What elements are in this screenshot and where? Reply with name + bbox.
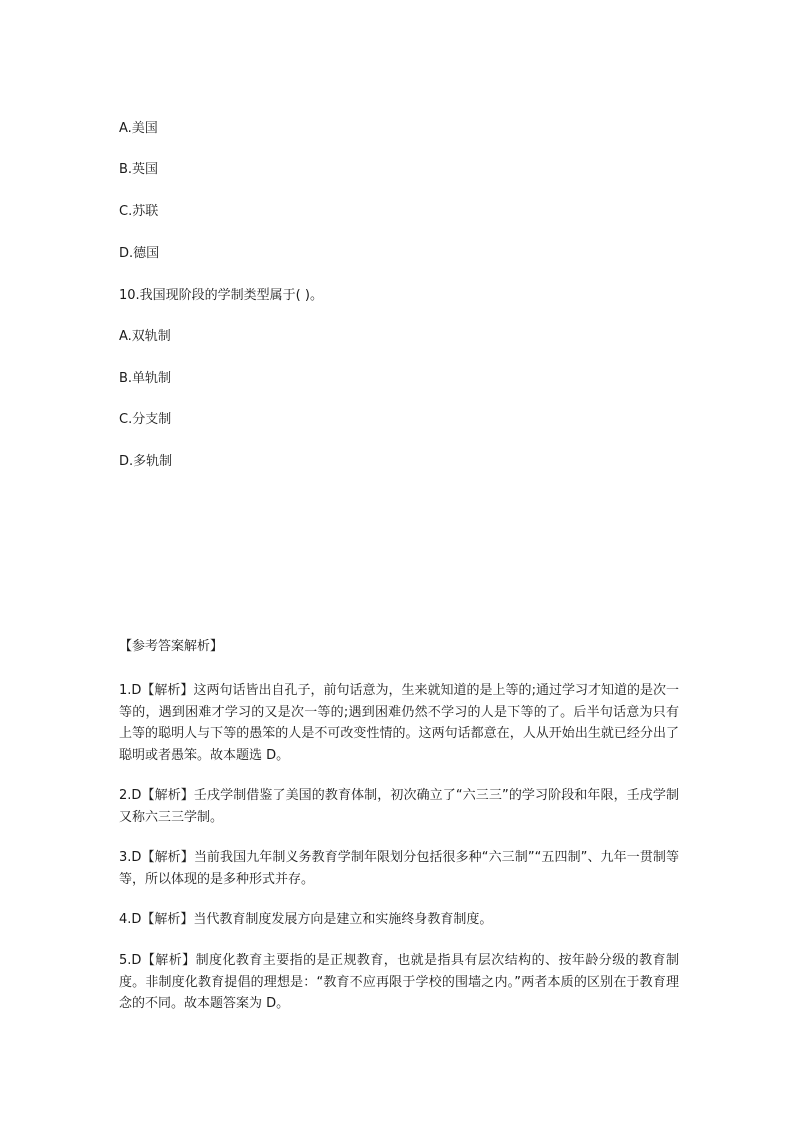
q9-option-a: A.美国 bbox=[119, 121, 158, 136]
q10-stem: 10.我国现阶段的学制类型属于( )。 bbox=[119, 288, 323, 303]
q9-option-c: C.苏联 bbox=[119, 204, 159, 219]
q10-option-b: B.单轨制 bbox=[119, 371, 172, 386]
q9-option-d: D.德国 bbox=[119, 246, 160, 261]
answers-heading: 【参考答案解析】 bbox=[119, 639, 224, 654]
q9-option-b: B.英国 bbox=[119, 162, 159, 177]
q10-option-c: C.分支制 bbox=[119, 412, 172, 427]
answer-item-4: 4.D【解析】当代教育制度发展方向是建立和实施终身教育制度。 bbox=[119, 912, 493, 927]
answer-item-1: 1.D【解析】这两句话皆出自孔子，前句话意为，生来就知道的是上等的;通过学习才知道的是次一等的，遇到困难才学习的又是次一等的;遇到困难仍然不学习的人是下等的了。后半句话意为只有上等的聪明人与下等的愚笨的人是不可改变性情的。这两句话都意在，人从开始出生就已经分出了聪明或者愚笨。故本题选 D。 bbox=[119, 683, 679, 763]
answer-item-3: 3.D【解析】当前我国九年制义务教育学制年限划分包括很多种“六三制”“五四制”、九年一贯制等等，所以体现的是多种形式并存。 bbox=[119, 850, 679, 887]
q10-option-d: D.多轨制 bbox=[119, 454, 173, 469]
answer-item-2: 2.D【解析】壬戌学制借鉴了美国的教育体制，初次确立了“六三三”的学习阶段和年限，壬戌学制又称六三三学制。 bbox=[119, 788, 679, 825]
answer-item-5: 5.D【解析】制度化教育主要指的是正规教育，也就是指具有层次结构的、按年龄分级的教育制度。非制度化教育提倡的理想是：“教育不应再限于学校的围墙之内。”两者本质的区别在于教育理念的不同。故本题答案为 D。 bbox=[119, 953, 679, 1011]
q10-option-a: A.双轨制 bbox=[119, 329, 171, 344]
